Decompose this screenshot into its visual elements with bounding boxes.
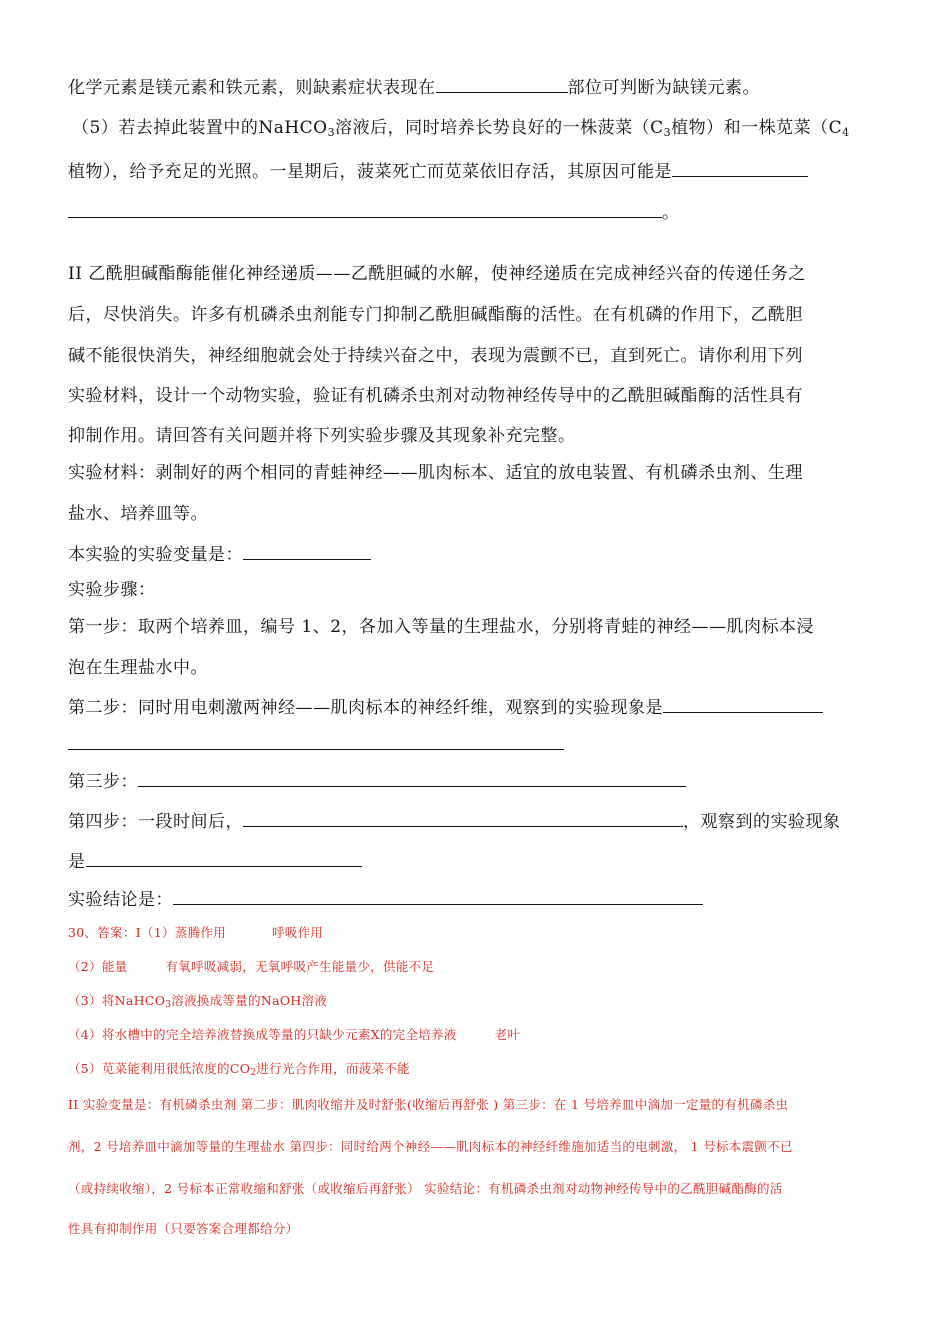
answer-line-2 [68, 958, 434, 976]
steps-title [68, 578, 156, 602]
q5-text: （5）若去掉此装置中的NaHCO [72, 118, 328, 138]
answer-blank[interactable] [68, 199, 662, 218]
answer-part2-line-3 [68, 1180, 783, 1198]
step3-line [68, 768, 686, 794]
q5-text: 植物），给予充足的光照。一星期后，菠菜死亡而苋菜依旧存活，其原因可能是 [68, 162, 672, 182]
answer-text: 呼吸作用 [272, 925, 324, 940]
answer-text: （3）将NaHCO [68, 993, 166, 1008]
answer-part2-line-2 [68, 1138, 793, 1156]
q4-text-end: 部位可判断为缺镁元素。 [567, 78, 760, 98]
answer-text: 性具有抑制作用（只要答案合理都给分） [68, 1221, 299, 1236]
step4-text: 是 [68, 852, 86, 872]
q5-line-1 [72, 116, 850, 145]
step4-text: ，观察到的实验现象 [683, 812, 841, 832]
step1-line-1 [68, 615, 814, 639]
answer-text: （或持续收缩），2 号标本正常收缩和舒张（或收缩后再舒张） 实验结论：有机磷杀虫剂对动物神经传导中的乙酰胆碱酯酶的活 [68, 1181, 783, 1196]
variable-label: 本实验的实验变量是： [68, 545, 243, 565]
answer-text: （4）将水槽中的完全培养液替换成等量的只缺少元素X的完全培养液 [68, 1027, 457, 1042]
step2-blank-cont[interactable] [68, 731, 564, 750]
answer-line-5 [68, 1060, 410, 1082]
answer-text: 老叶 [494, 1027, 521, 1042]
step2-line-2 [68, 731, 564, 757]
step4-blank[interactable] [243, 808, 683, 827]
step4-text: 第四步：一段时间后， [68, 812, 243, 832]
answer-text: 剂，2 号培养皿中滴加等量的生理盐水 第四步：同时给两个神经——肌肉标本的神经纤维施加适当的电刺激， 1 号标本震颤不已 [68, 1139, 793, 1154]
part2-para-line-1 [68, 262, 806, 286]
answer-part2-line-4 [68, 1220, 298, 1238]
materials-text: 盐水、培养皿等。 [68, 504, 208, 524]
subscript: 3 [663, 126, 672, 139]
materials-text: 实验材料：剥制好的两个相同的青蛙神经——肌肉标本、适宜的放电装置、有机磷杀虫剂、生理 [68, 463, 803, 483]
conclusion-line [68, 886, 703, 912]
part2-para-line-5 [68, 424, 576, 448]
q4-tail-line [68, 74, 760, 100]
answer-line-3 [68, 992, 327, 1014]
part2-para-line-3 [68, 344, 803, 368]
answer-text: （5）苋菜能利用很低浓度的CO [68, 1061, 251, 1076]
q5-line-2 [68, 158, 808, 184]
step1-text: 泡在生理盐水中。 [68, 658, 208, 678]
step1-text: 第一步：取两个培养皿，编号 1、2，各加入等量的生理盐水，分别将青蛙的神经——肌肉标本浸 [68, 617, 815, 637]
materials-line-2 [68, 502, 208, 526]
answer-text: 30、答案：I（1）蒸腾作用 [68, 925, 226, 940]
step4-line-2 [68, 848, 362, 874]
answer-line-1 [68, 924, 323, 942]
q4-text: 化学元素是镁元素和铁元素，则缺素症状表现在 [68, 78, 436, 98]
answer-part2-line-1 [68, 1096, 788, 1114]
variable-blank[interactable] [243, 541, 371, 560]
subscript: 3 [165, 1000, 172, 1010]
answer-text: 进行光合作用，而菠菜不能 [256, 1061, 410, 1076]
step2-text: 第二步：同时用电刺激两神经——肌肉标本的神经纤维，观察到的实验现象是 [68, 698, 663, 718]
step2-blank[interactable] [663, 694, 823, 713]
subscript: 4 [842, 126, 850, 139]
answer-text: II 实验变量是：有机磷杀虫剂 第二步：肌肉收缩并及时舒张(收缩后再舒张 ) 第三步：在 1 号培养皿中滴加一定量的有机磷杀虫 [68, 1097, 789, 1112]
period: 。 [662, 203, 680, 223]
materials-line-1 [68, 461, 803, 485]
answer-text: （2）能量 [68, 959, 128, 974]
conclusion-blank[interactable] [173, 886, 703, 905]
q5-line-3 [68, 199, 680, 225]
variable-line [68, 541, 371, 567]
q5-text: 溶液后，同时培养长势良好的一株菠菜（C [335, 118, 664, 138]
step2-line-1 [68, 694, 823, 720]
part2-para-line-2 [68, 303, 803, 327]
answer-line-4 [68, 1026, 520, 1044]
step4-line-1 [68, 808, 841, 834]
answer-blank[interactable] [436, 74, 568, 93]
conclusion-label: 实验结论是： [68, 890, 173, 910]
q5-text: 植物）和一株苋菜（C [671, 118, 843, 138]
subscript: 3 [327, 126, 336, 139]
steps-title-text: 实验步骤： [68, 580, 156, 600]
part2-para-line-4 [68, 384, 803, 408]
paragraph-text: II 乙酰胆碱酯酶能催化神经递质——乙酰胆碱的水解，使神经递质在完成神经兴奋的传递任务之 [68, 264, 806, 284]
step4-result-blank[interactable] [86, 848, 362, 867]
answer-text: 有氧呼吸减弱，无氧呼吸产生能量少，供能不足 [165, 959, 435, 974]
paragraph-text: 实验材料，设计一个动物实验，验证有机磷杀虫剂对动物神经传导中的乙酰胆碱酯酶的活性具有 [68, 386, 803, 406]
step3-label: 第三步： [68, 772, 138, 792]
answer-text: 溶液换成等量的NaOH溶液 [171, 993, 328, 1008]
answer-blank[interactable] [672, 158, 808, 177]
paragraph-text: 后，尽快消失。许多有机磷杀虫剂能专门抑制乙酰胆碱酯酶的活性。在有机磷的作用下，乙酰胆 [68, 305, 803, 325]
step3-blank[interactable] [138, 768, 686, 787]
step1-line-2 [68, 656, 208, 680]
paragraph-text: 抑制作用。请回答有关问题并将下列实验步骤及其现象补充完整。 [68, 426, 576, 446]
paragraph-text: 碱不能很快消失，神经细胞就会处于持续兴奋之中，表现为震颤不已，直到死亡。请你利用下列 [68, 346, 803, 366]
subscript: 2 [250, 1068, 257, 1078]
